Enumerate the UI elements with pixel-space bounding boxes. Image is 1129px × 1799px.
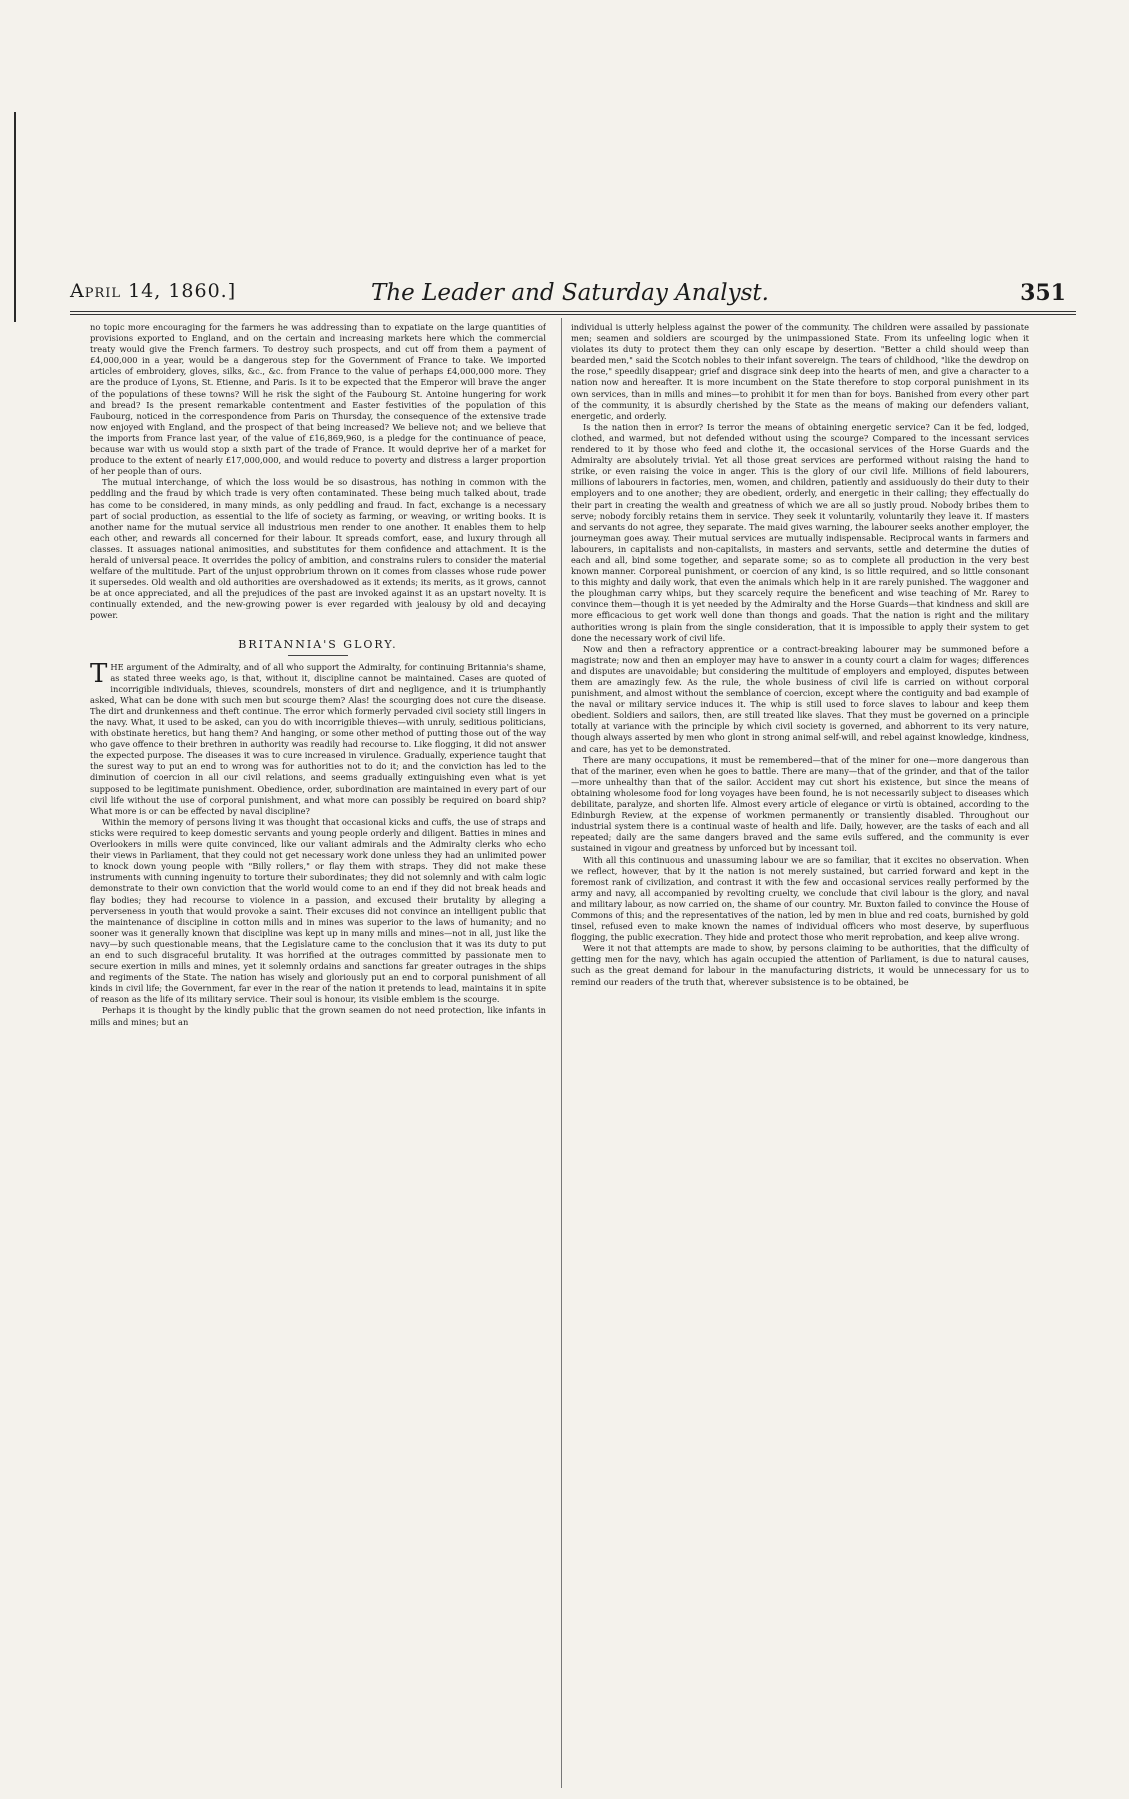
section-opening-text: HE argument of the Admiralty, and of all who support the Admiralty, for continuing Britannia's shame, as stated three weeks ago, is that, without it, discipline cannot be maintained. Cases are quoted of incorrigible individuals, thieves, scoundrels, monsters of dirt and negligence, and it is triumphantly asked, What can be done with such men but scourge them? Alas! the scourging does not cure the disease. The dirt and drunkenness and theft continue. The error which formerly pervaded civil society still lingers in the navy. What, it used to be asked, can you do with incorrigible thieves—with unruly, seditious politicians, with obstinate heretics, but hang them? And hanging, or some other method of putting those out of the way who gave offence to their brethren in authority was readily had recourse to. Like flogging, it did not answer the expected purpose. The diseases it was to cure increased in virulence. Gradually, experience taught that the surest way to put an end to wrong was for authorities not to do it; and the conviction has led to the diminution of coercion in all our civil relations, and seems gradually extinguishing even what is yet supposed to be legitimate punishment. Obedience, order, subordination are maintained in every part of our civil life without the use of corporal punishment, and what more can possibly be required on board ship? What more is or can be effected by naval discipline? [90, 661, 546, 816]
article-paragraph: Were it not that attempts are made to show, by persons claiming to be authorities, that the difficulty of getting men for the navy, which has again occupied the attention of Parliament, is due to natural causes, such as the great demand for labour in the manufacturing districts, it would be unnecessary for us to remind our readers of the truth that, wherever subsistence is to be obtained, be [571, 943, 1029, 987]
article-paragraph: Now and then a refractory apprentice or a contract-breaking labourer may be summoned before a magistrate; now and then an employer may have to answer in a county court a claim for wages; differences and disputes are unavoidable; but considering the multitude of employers and employed, disputes between them are amazingly few. As the rule, the whole business of civil life is carried on without corporal punishment, and almost without the semblance of coercion, except where the contiguity and bad example of the naval or military service induces it. The whip is still used to force slaves to labour and keep them obedient. Soldiers and sailors, then, are still treated like slaves. That they must be governed on a principle totally at variance with the principle by which civil society is governed, and abhorrent to its very nature, though always asserted by men who glont in strong animal self-will, and rebel against knowledge, kindness, and care, has yet to be demonstrated. [571, 643, 1029, 754]
article-paragraph: There are many occupations, it must be remembered—that of the miner for one—more dangerous than that of the mariner, even when he goes to battle. There are many—that of the grinder, and that of the tailor—more unhealthy than that of the sailor. Accident may cut short his existence, but since the means of obtaining wholesome food for long voyages have been found, he is not necessarily subject to diseases which debilitate, paralyze, and shorten life. Almost every article of elegance or virtù is obtained, according to the Edinburgh Review, at the expense of workmen permanently or transiently disabled. Throughout our industrial system there is a continual waste of health and life. Daily, however, are the tasks of each and all repeated; daily are the same dangers braved and the same evils suffered, and the community is ever sustained in vigour and greatness by unforced but by incessant toil. [571, 754, 1029, 854]
header-rule-bottom [70, 314, 1076, 315]
scan-edge-mark [14, 112, 16, 322]
article-paragraph: With all this continuous and unassuming labour we are so familiar, that it excites no observation. When we reflect, however, that by it the nation is not merely sustained, but carried forward and kept in the foremost rank of civilization, and contrast it with the few and occasional services really performed by the army and navy, all accompanied by revolting cruelty, we conclude that civil labour is the glory, and naval and military labour, as now carried on, the shame of our country. Mr. Buxton failed to convince the House of Commons of this; and the representatives of the nation, led by men in blue and red coats, burnished by gold tinsel, refused even to make known the names of individual officers who most deserve, by superfluous flogging, the public execration. They hide and protect those who merit reprobation, and keep alive wrong. [571, 854, 1029, 943]
article-paragraph: Within the memory of persons living it was thought that occasional kicks and cuffs, the use of straps and sticks were required to keep domestic servants and young people orderly and diligent. Batties in mines and Overlookers in mills were quite convinced, like our valiant admirals and the Admiralty clerks who echo their views in Parliament, that they could not get necessary work done unless they had an unlimited power to knock down young people with "Billy rollers," or flay them with straps. They did not make these instruments with cunning ingenuity to torture their subordinates; they did not solemnly and with calm logic demonstrate to their own conviction that the world would come to an end if they did not break heads and flay bodies; they had recourse to violence in a passion, and excused their brutality by alleging a perverseness in youth that would provoke a saint. Their excuses did not convince an intelligent public that the maintenance of discipline in cotton mills and in mines was superior to the laws of humanity; and no sooner was it generally known that discipline was kept up in many mills and mines—not in all, just like the navy—by such questionable means, that the Legislature came to the conclusion that it was its duty to put an end to such disgraceful brutality. It was horrified at the outrages committed by passionate men to secure exertion in mills and mines, yet it solemnly ordains and sanctions far greater outrages in the ships and regiments of the State. The nation has wisely and gloriously put an end to corporal punishment of all kinds in civil life; the Government, far ever in the rear of the nation it pretends to lead, maintains it in spite of reason as the life of its military service. Their soul is honour, its visible emblem is the scourge. [90, 816, 546, 1005]
header-rule-top [70, 311, 1076, 312]
page-header [70, 280, 1070, 310]
article-paragraph: individual is utterly helpless against the power of the community. The children were assailed by passionate men; seamen and soldiers are scourged by the unimpassioned State. From its unfeeling logic when it violates its duty to protect them they can only escape by desertion. "Better a child should weep than bearded men," said the Scotch nobles to their infant sovereign. The tears of childhood, "like the dewdrop on the rose," speedily disappear; grief and disgrace sink deep into the hearts of men, and give a character to a nation now and hereafter. It is more incumbent on the State therefore to stop corporal punishment in its own services, than in mills and mines—to prohibit it for men than for boys. Banished from every other part of the community, it is absurdly cherished by the State as the means of making our defenders valiant, energetic, and orderly. [571, 322, 1029, 421]
right-column [571, 322, 1029, 1792]
issue-date: April 14, 1860.] [70, 280, 237, 302]
drop-cap: T [90, 658, 108, 689]
left-column [90, 322, 546, 1792]
article-paragraph: The mutual interchange, of which the loss would be so disastrous, has nothing in common with the peddling and the fraud by which trade is very often contaminated. These being much talked about, trade has come to be considered, in many minds, as only peddling and fraud. In fact, exchange is a necessary part of social production, as essential to the life of society as farming, or weaving, or writing books. It is another name for the mutual service all industrious men render to one another. It enables them to help each other, and rewards all concerned for their labour. It spreads comfort, ease, and luxury through all classes. It assuages national animosities, and substitutes for them confidence and attachment. It is the herald of universal peace. It overrides the policy of ambition, and constrains rulers to consider the material welfare of the multitude. Part of the unjust opprobrium thrown on it comes from classes whose rude power it supersedes. Old wealth and old authorities are overshadowed as it extends; its merits, as it grows, cannot be at once appreciated, and all the prejudices of the past are invoked against it as an upstart novelty. It is continually extended, and the new-growing power is ever regarded with jealousy by old and decaying power. [90, 477, 546, 621]
article-paragraph: no topic more encouraging for the farmers he was addressing than to expatiate on the large quantities of provisions exported to England, and on the certain and increasing markets here which the commercial treaty would give the French farmers. To destroy such prospects, and cut off from them a payment of £4,000,000 in a year, would be a dangerous step for the Government of France to take. We imported articles of embroidery, gloves, silks, &c., &c. from France to the value of perhaps £4,000,000 more. They are the produce of Lyons, St. Etienne, and Paris. Is it to be expected that the Emperor will brave the anger of the populations of these towns? Will he risk the sight of the Faubourg St. Antoine hungering for work and bread? Is the present remarkable contentment and Easter festivities of the population of this Faubourg, noticed in the correspondence from Paris on Thursday, the consequence of the extensive trade now enjoyed with England, and the prospect of that being increased? We believe not; and we believe that the imports from France last year, of the value of £16,869,960, is a pledge for the continuance of peace, because war with us would stop a sixth part of the trade of France. It would deprive her of a market for produce to the extent of nearly £17,000,000, and would reduce to poverty and distress a larger proportion of her people than of ours. [90, 322, 546, 477]
article-paragraph: Is the nation then in error? Is terror the means of obtaining energetic service? Can it be fed, lodged, clothed, and warmed, but not defended without using the scourge? Compared to the incessant services rendered to it by those who feed and clothe it, the occasional services of the Horse Guards and the Admiralty are absolutely trivial. Yet all those great services are performed without raising the hand to strike, or even raising the voice in anger. This is the glory of our civil life. Millions of field labourers, millions of labourers in factories, men, women, and children, patiently and assiduously do their duty to their employers and to one another; they are obedient, orderly, and energetic in their calling; they effectually do their part in creating the wealth and greatness of which we are all so justly proud. Nobody bribes them to serve; nobody forcibly retains them in service. They seek it voluntarily, voluntarily they leave it. If masters and servants do not agree, they separate. The maid gives warning, the labourer seeks another employer, the journeyman goes away. Their mutual services are mutually indispensable. Reciprocal wants in farmers and labourers, in capitalists and non-capitalists, in masters and servants, settle and determine the duties of each and all, bind some together, and separate some; so as to complete all production in the very best known manner. Corporeal punishment, or coercion of any kind, is so little required, and so little consonant to this mighty and daily work, that even the animals which help in it are rarely punished. The waggoner and the ploughman carry whips, but they scarcely require the beneficent and wise teaching of Mr. Rarey to convince them—though it is yet needed by the Admiralty and the Horse Guards—that kindness and skill are more efficacious to get work well done than thongs and goads. That the nation is right and the military authorities wrong is plain from the single consideration, that it is impossible to apply their system to get done the necessary work of civil life. [571, 421, 1029, 643]
page-number: 351 [1020, 280, 1066, 306]
column-divider [561, 318, 562, 1788]
section-heading: BRITANNIA'S GLORY. [238, 637, 398, 651]
article-paragraph: Perhaps it is thought by the kindly public that the grown seamen do not need protection, like infants in mills and mines; but an [90, 1005, 546, 1027]
section-spacer [90, 622, 546, 628]
publication-title: The Leader and Saturday Analyst. [371, 280, 769, 306]
section-heading-rule [288, 655, 348, 656]
section-opening-paragraph [90, 658, 546, 817]
